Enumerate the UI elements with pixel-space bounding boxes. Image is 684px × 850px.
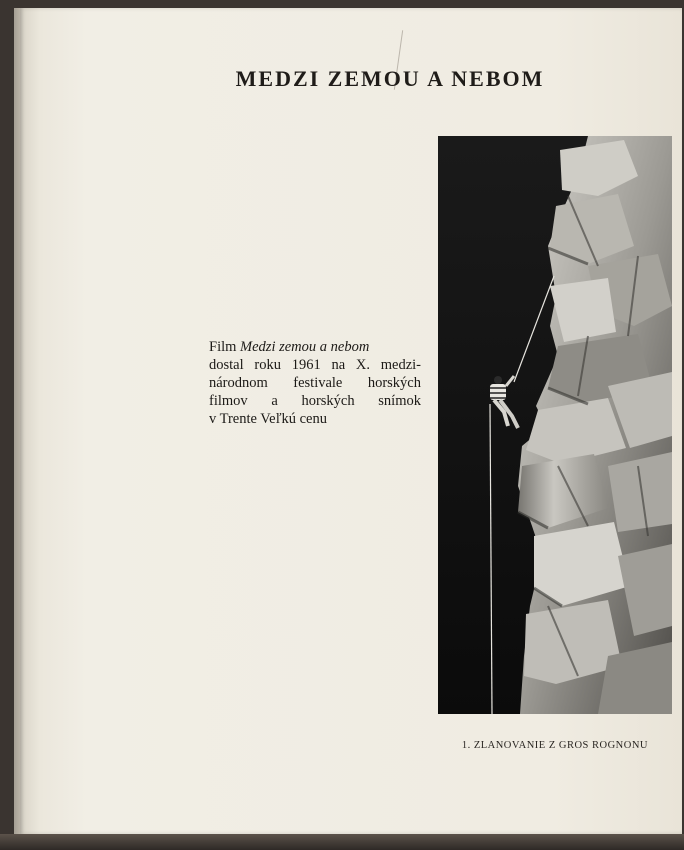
- intro-paragraph: [209, 338, 421, 428]
- paragraph-line-5: v Trente Veľkú cenu: [209, 411, 327, 427]
- climber-photo: [438, 136, 672, 714]
- spine-shadow: [14, 8, 24, 834]
- paragraph-line-1: [209, 338, 421, 356]
- paragraph-line-4: filmov a horských snímok: [209, 393, 421, 409]
- paragraph-line-2: dostal roku 1961 na X. medzi-: [209, 357, 421, 373]
- page-title: MEDZI ZEMOU A NEBOM: [235, 66, 545, 91]
- paragraph-line-1-prefix: Film: [209, 339, 241, 355]
- book-cover-edge: [0, 834, 684, 850]
- film-title-italic: Medzi zemou a nebom: [240, 339, 370, 355]
- rock-face-illustration: [438, 136, 672, 714]
- paragraph-line-3: národnom festivale horských: [209, 375, 421, 391]
- photo-caption: 1. ZLANOVANIE Z GROS ROGNONU: [461, 740, 648, 751]
